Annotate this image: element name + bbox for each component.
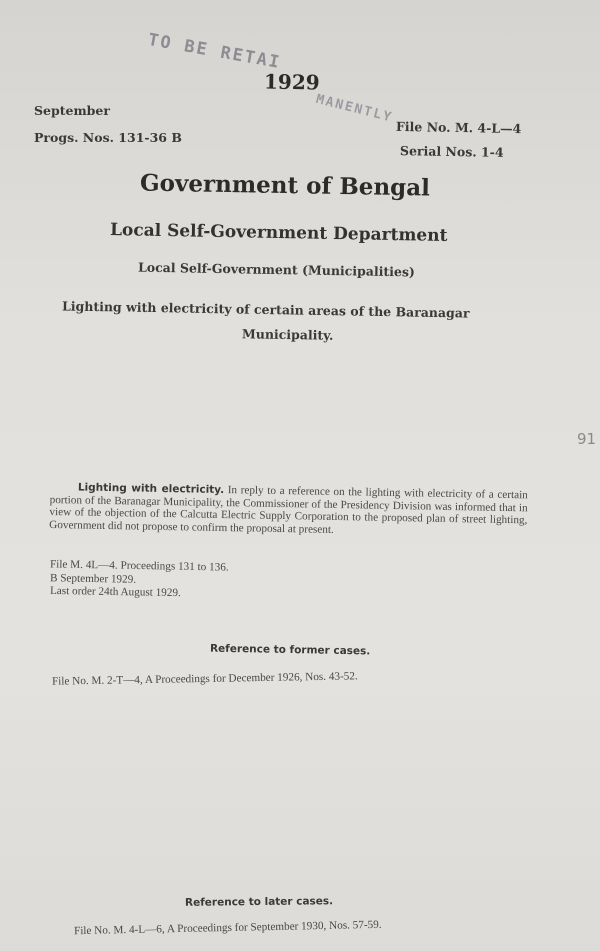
former-cases-heading: Reference to former cases. — [209, 642, 371, 658]
summary-date-line: B September 1929. — [49, 572, 137, 586]
later-cases-entry: File No. M. 4-L—6, A Proceedings for September 1930, Nos. 57-59. — [73, 918, 382, 938]
former-cases-entry: File No. M. 2-T—4, A Proceedings for December 1926, Nos. 43-52. — [51, 670, 358, 688]
month: September — [34, 103, 110, 118]
subject-line-2: Municipality. — [241, 326, 334, 343]
proceedings-numbers: Progs. Nos. 131-36 B — [34, 130, 182, 145]
retention-stamp-part1: TO BE RETAI — [146, 30, 283, 74]
government-title: Government of Bengal — [139, 169, 431, 202]
subject-line-1: Lighting with electricity of certain areas of the Baranagar — [61, 298, 470, 321]
year: 1929 — [263, 69, 320, 95]
retention-stamp-part2: MANENTLY — [314, 92, 395, 126]
branch-title: Local Self-Government (Municipalities) — [137, 259, 416, 280]
file-number: File No. M. 4-L—4 — [395, 118, 522, 137]
summary-text: In reply to a reference on the lighting with electricity of a certain portion of the Baranagar Municipality, the Commissioner of the Presidency Division was informed that in view of the objection of the Calcutta Electric Supply Corporation to the proposed plan of street lighting, Government did not propose to confirm the proposal at present. — [49, 484, 528, 536]
summary-file-line: File M. 4L—4. Proceedings 131 to 136. — [49, 558, 229, 574]
department-title: Local Self-Government Department — [109, 220, 448, 246]
later-cases-heading: Reference to later cases. — [184, 895, 334, 909]
serial-numbers: Serial Nos. 1-4 — [399, 143, 504, 160]
margin-note: 91 — [577, 430, 597, 448]
summary-paragraph — [49, 481, 528, 540]
summary-lead: Lighting with electricity. — [77, 481, 225, 497]
summary-last-order: Last order 24th August 1929. — [49, 584, 181, 600]
